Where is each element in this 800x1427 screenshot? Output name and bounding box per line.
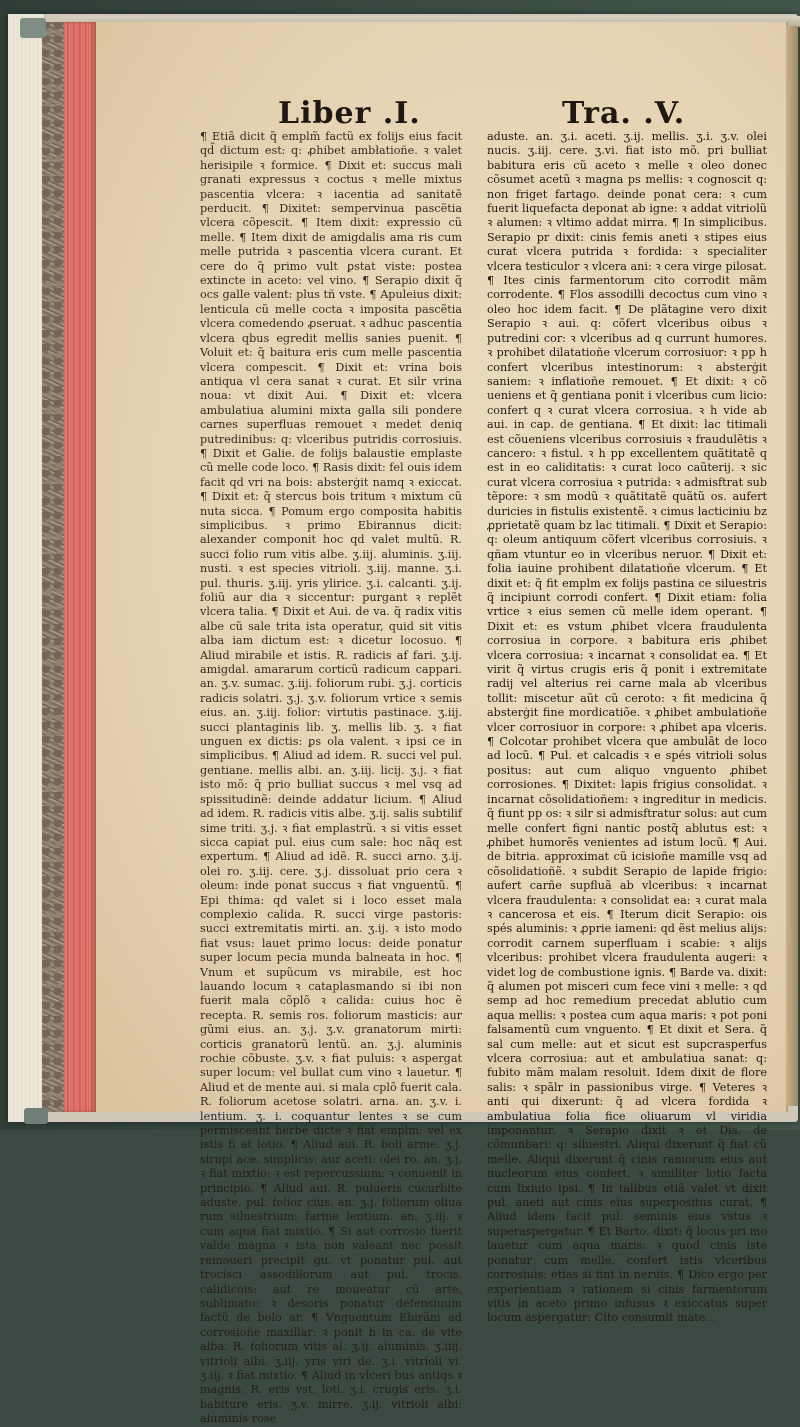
page-edges-left <box>8 14 45 1122</box>
text-column-right <box>487 130 767 1325</box>
running-head-left: Liber .I. <box>278 96 421 131</box>
book-clip-top <box>20 18 46 38</box>
red-page-edge <box>64 22 96 1112</box>
book-clip-bottom <box>24 1108 48 1124</box>
text-column-left <box>200 130 462 1426</box>
running-head-right: Tra. .V. <box>562 96 686 131</box>
column-right-text: aduste. an. ʒ.i. aceti. ʒ.ij. mellis. ʒ.i. ʒ.v. olei nucis. ʒ.iij. cere. ʒ.vi. fiat isto mõ. pri bulliat babitura eris cũ aceto ꝛ melle ꝛ oleo donec cõsumet acetũ ꝛ magna ps mellis: ꝛ cognoscit q: non friget fartago. deinde ponat cera: ꝛ cum fuerit liquefacta deponat ab igne: ꝛ addat vitriolũ ꝛ alumen: ꝛ vltimo addat mirra. ¶ In simplicibus. Serapio pr dixit: cinis femis aneti ꝛ stipes eius curat vlcera putrida ꝛ fordida: ꝛ specialiter vlcera testiculor ꝛ vlcera ani: ꝛ cera virge pilosat. ¶ Ites cinis farmentorum cito corrodit mãm corrodente. ¶ Flos assodilli decoctus cum vino ꝛ oleo hoc idem facit. ¶ De plãtagine vero dixit Serapio ꝛ aui. q: cõfert vlceribus oibus ꝛ putredini cor: ꝛ vlceribus ad q currunt humores. ꝛ prohibet dilatatioñe vlcerum corrosiuor: ꝛ pp h confert vlceribus intestinorum: ꝛ absterġit saniem: ꝛ inflatioñe remouet. ¶ Et dixit: ꝛ cõ ueniens et q̃ gentiana ponit i vlceribus cum licio: confert q ꝛ curat vlcera corrosiua. ꝛ h vide ab aui. in cap. de gentiana. ¶ Et dixit: lac titimali est cõueniens vlceribus corrosiuis ꝛ fraudulẽtis ꝛ cancero: ꝛ fistul. ꝛ h pp excellentem quãtitatẽ q est in eo caliditatis: ꝛ curat loco caũterij. ꝛ sic curat vlcera corrosiua ꝛ putrida: ꝛ admisftrat sub tẽpore: ꝛ sm modũ ꝛ quãtitatẽ quãtũ os. aufert duricies in fistulis existentẽ. ꝛ cimus lacticiniu bz ꝓprietatẽ quam bz lac titimali. ¶ Dixit et Serapio: q: oleum antiquum cõfert vlceribus corrosiuis. ꝛ qñam vtuntur eo in vlceribus neruor. ¶ Dixit et: folia iauine prohibent dilatatioñe vlcerum. ¶ Et dixit et: q̃ fit emplm ex folijs pastina ce siluestris q̃ incipiunt corrodi confert. ¶ Dixit etiam: folia vrtice ꝛ eius semen cũ melle idem operant. ¶ Dixit et: es vstum ꝓhibet vlcera fraudulenta corrosiua in corpore. ꝛ babitura eris ꝓhibet vlcera corrosiua: ꝛ incarnat ꝛ consolidat ea. ¶ Et virit q̃ virtus crugis eris q̃ ponit i extremitate radij vel alterius rei carne mala ab vlceribus tollit: miscetur aũt cũ ceroto: ꝛ fit medicina q̃ absterġit fine mordicatiõe. ꝛ ꝓhibet ambulatioñe vlcer corrosiuor in corpore: ꝛ ꝓhibet apa vlceris. ¶ Colcotar prohibet vlcera que ambulãt de loco ad locũ. ¶ Pul. et calcadis ꝛ e spés vitrioli solus positus: aut cum aliquo vnguento ꝓhibet corrosiones. ¶ Dixitet: lapis frigius consolidat. ꝛ incarnat cõsolidatioñem: ꝛ ingreditur in medicis. q̃ fiunt pp os: ꝛ silr si admisftratur solus: aut cum melle confert figni nantic postq̃ ablutus est: ꝛ ꝓhibet humorẽs venientes ad istum locũ. ¶ Aui. de bitria. approximat cũ icisioñe mamille vsq ad cõsolidatioñẽ. ꝛ subdit Serapio de lapide frigio: aufert carñe supfluã ab vlceribus: ꝛ incarnat vlcera fraudulenta: ꝛ consolidat ea: ꝛ curat mala ꝛ cancerosa et eis. ¶ Iterum dicit Serapio: ois spés aluminis: ꝛ ꝓprie iameni: qd ẽst melius alijs: corrodit carnem superfluam i scabie: ꝛ alijs vlceribus: prohibet vlcera fraudulenta augeri: ꝛ videt log de combustione ignis. ¶ Barde va. dixit: q̃ alumen pot misceri cum fece vini ꝛ melle: ꝛ qd semp ad hoc remedium precedat ablutio cum aqua mellis: ꝛ postea cum aqua maris: ꝛ pot poni falsamentũ cum vnguento. ¶ Et dixit et Sera. q̃ sal cum melle: aut et sicut est supcrasperfus vlcera corrosiua: aut et ambulatiua sanat: q: fubito mãm malam resoluit. Idem dixit de flore salis: ꝛ spãlr in passionibus virge. ¶ Veteres ꝛ anti qui dixerunt: q̃ ad vlcera fordida ꝛ ambulatiua folia fice oliuarum vl viridia imponantur. ꝛ Serapio dixit ꝛ et Dis. de cõmunbari: q: siluestri. Aliqui dixerunt q̃ fiat cũ melle. Aliqui dixerunt q̃ cinis ramorum eius aut nucleorum eius confert. ꝛ similiter lotio facta cum lixiuio ipsi. ¶ In talibus etiã valet vt dixit pul. aneti aut cinis eius superpositus curat. ¶ Aliud idem facit pul. seminis eius vstus ꝛ superaspergatur. ¶ Et Barto. dixit: q̃ locus pri mo lauetur cum aqua maris: ꝛ quod cinis iste ponatur cum melle. confert istis vlceribus corrosiuis: etias si fint in neruis. ¶ Dico ergo per experientiam ꝛ rationem si cinis farmentorum vitis in aceto primo infusus ꝛ exiccatus super locum aspergatur: Cito consumit mate... <box>487 130 767 1325</box>
column-left-text: ¶ Etiã dicit q̃ emplm̃ factũ ex folijs eius facit qd̃ dictum est: q: ꝓhibet ambłatioñe. ꝛ valet herisipile ꝛ formice. ¶ Dixit et: succus mali granati expressus ꝛ coctus ꝛ melle mixtus pascentia vlcera: ꝛ iacentia ad sanitatẽ perducit. ¶ Dixitet: sempervinua pascẽtia vlcera cõpescit. ¶ Item dixit: expressio cũ melle. ¶ Item dixit de amigdalis ama ris cum melle putrida ꝛ pascentia vlcera curant. Et cere do q̃ primo vult ꝑstat viste: postea extincte in aceto: vel vino. ¶ Serapio dixit q̃ ocs galle valent: plus tñ vste. ¶ Apuleius dixit: lenticula cũ melle cocta ꝛ imposita pascẽtia vlcera comedendo ꝓseruat. ꝛ adhuc pascentia vlcera qbus egredit mellis sanies puenit. ¶ Voluit et: q̃ baitura eris cum melle pascentia vlcera compescit. ¶ Dixit et: vrina bois antiqua vl cera sanat ꝛ curat. Et silr vrina noua: vt dixit Aui. ¶ Dixit et: vlcera ambulatiua alumini mixta galla sili pondere carnes superfluas remouet ꝛ medet deniq putredinibus: q: vlceribus putridis corrosiuis. ¶ Dixit et Galie. de folijs balaustie emplaste cũ melle code loco. ¶ Rasis dixit: fel ouis idem facit qd vri na bois: absterġit namq ꝛ exiccat. ¶ Dixit et: q̃ stercus bois tritum ꝛ mixtum cũ nuta sicca. ¶ Pomum ergo composita habitis simplicibus. ꝛ primo Ebirannus dicit: alexander componit hoc qd valet multũ. R. succi folio rum vitis albe. ʒ.iij. aluminis. ʒ.iij. nusti. ꝛ est species vitrioli. ʒ.iij. manne. ʒ.i. pul. thuris. ʒ.iij. yris ylirice. ʒ.i. calcanti. ʒ.ij. foliũ aur dia ꝛ siccentur: purgant ꝛ replẽt vlcera talia. ¶ Dixit et Aui. de va. q̃ radix vitis albe cũ sale trita ista operatur, quid sit vitis alba iam dictum est: ꝛ dicetur locosuo. ¶ Aliud mirabile et istis. R. radicis af fari. ʒ.ij. amigdal. amararum corticũ radicum cappari. an. ʒ.v. sumac. ʒ.iij. foliorum rubi. ʒ.j. corticis radicis solatri. ʒ.j. ʒ.v. foliorum vrtice ꝛ semis eius. an. ʒ.iij. folior: virtutis pastinace. ʒ.iij. succi plantaginis lib. ʒ. mellis lib. ʒ. ꝛ fiat unguen ex dictis: ꝑs ola valent. ꝛ ipsi ce in simplicibus. ¶ Aliud ad idem. R. succi vel pul. gentiane. mellis albi. an. ʒ.iij. licij. ʒ.j. ꝛ fiat isto mõ: q̃ prio bulliat succus ꝛ mel vsq ad spissitudinẽ: deinde addatur licium. ¶ Aliud ad idem. R. radicis vitis albe. ʒ.ij. salis subtilif sime triti. ʒ.j. ꝛ fiat emplastrũ. ꝛ si vitis esset sicca capiat pul. eius cum sale: hoc nãq est expertum. ¶ Aliud ad idẽ. R. succi arno. ʒ.ij. olei ro. ʒ.iij. cere. ʒ.j. dissoluat prio cera ꝛ oleum: inde ponat succus ꝛ fiat vnguentũ. ¶ Epi thima: qd valet si i loco esset mala complexio calida. R. succi virge pastoris: succi extremitatis mirti. an. ʒ.ij. ꝛ isto modo fiat vsus: lauet primo locus: deide ponatur super locum pecia munda balneata in hoc. ¶ Vnum et supũcum vs mirabile, est hoc lauando locum ꝛ cataplasmando si ibi non fuerit mala cõplõ ꝛ calida: cuius hoc ẽ recepta. R. semis ros. foliorum masticis: aur gũmi eius. an. ʒ.j. ʒ.v. granatorum mirti: corticis granatorũ lentũ. an. ʒ.j. aluminis rochie cõbuste. ʒ.v. ꝛ fiat puluis: ꝛ aspergat super locum: vel bullat cum vino ꝛ lauetur. ¶ Aliud et de mente aui. si mala cplõ fuerit cala. R. foliorum acetose solatri. arna. an. ʒ.v. i. lentium. ʒ. i. coquantur lentes ꝛ se cum permisceant herbe dicte ꝛ fiat emplm: vel ex istis fi at lotio. ¶ Aliud aui. R. boli arme. ʒ.j. sirupi ace. simplicis: aur aceti: olei ro. an. ʒ.j. ꝛ fiat mixtio: ꝛ est repercussium: ꝛ conuenit in principio. ¶ Aliud aui. R. pulueris cucurbite aduste. pul. folior cius. an. ʒ.j. foliorum oliua rum siluestrium: farine lentium. an. ʒ.iij. ꝛ cum aqua fiat mixtio. ¶ Si aut corrosio fuerit valde magna ꝛ ista non valeant nec possit remoueri precipit gu. vt ponatur pul. aut trocisci assodillorum aut pul. trocis. calidicois: aut re moueatur cũ arte, sublimato: ꝛ desoris ponatur defensiuum factũ de bolo ar. ¶ Vnguentum Ebirãni ad corrosioñe maxillar: ꝛ ponit h in ca. de vite alba. R. foliorum vitis al. ʒ.ij. aluminis. ʒ.iiij. vitrioli albi. ʒ.iij. yris viri de. ʒ.i. vitrioli vi. ʒ.iij. ꝛ fiat mixtio. ¶ Aliud in vlceri bus antiqs ꝛ magnis. R. eris vst. loti. ʒ.i. crugis eris. ʒ.i. babiture eris. ʒ.v. mirre. ʒ.ij. vitrioli albi: aluminis rose <box>200 130 462 1426</box>
